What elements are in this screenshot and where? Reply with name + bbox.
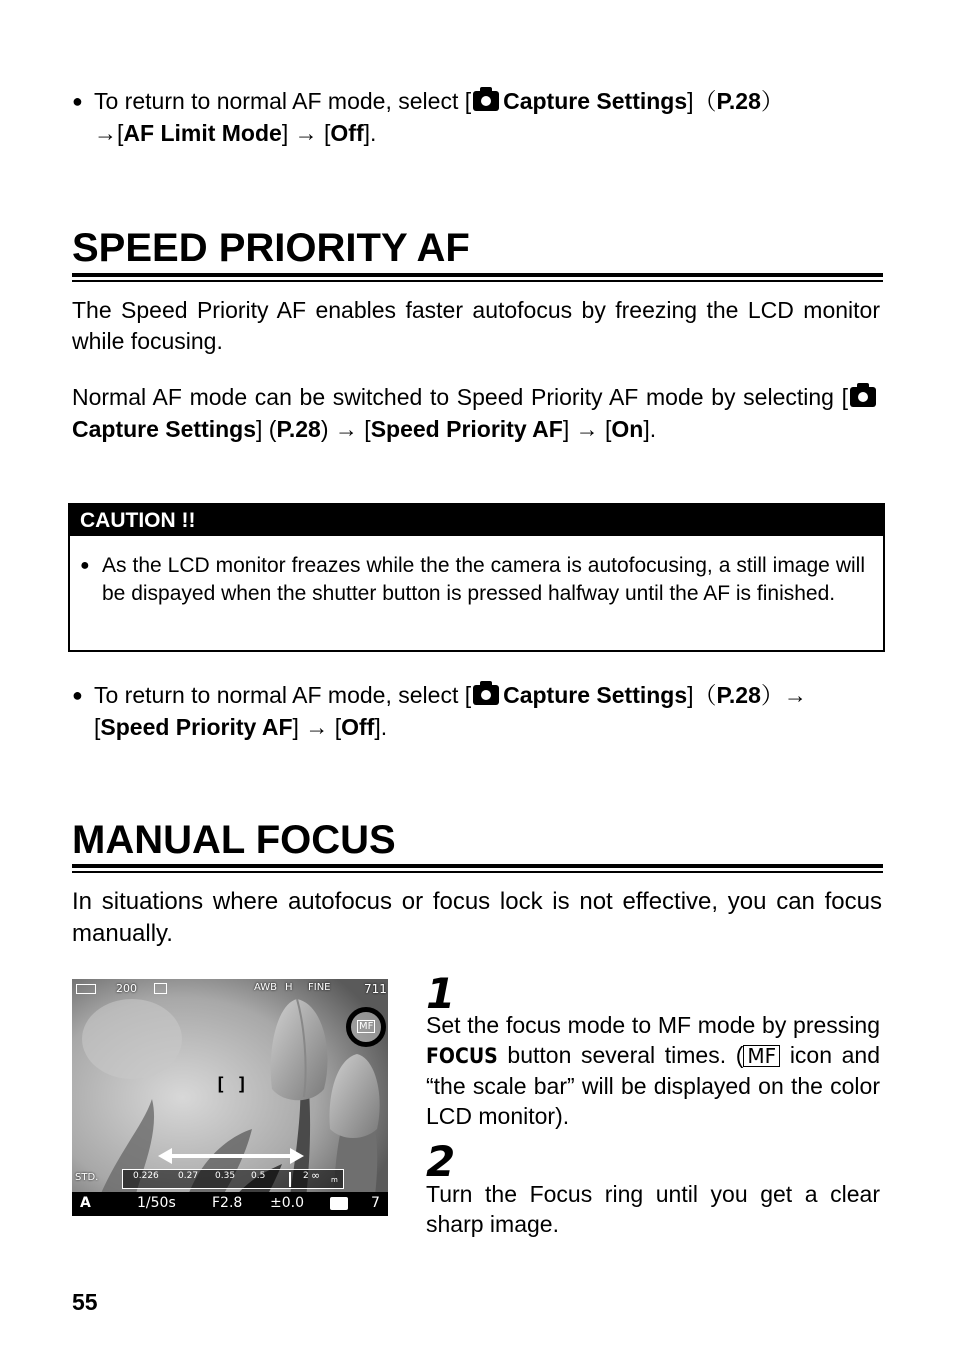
exposure-value: ±0.0 <box>270 1195 304 1211</box>
lcd-status-bottom <box>72 1192 388 1216</box>
af-frame: [ ] <box>215 1074 248 1095</box>
speed-para-2: Normal AF mode can be switched to Speed Priority AF mode by selecting [Capture Settings] (P.28) → [Speed Priority AF] → [On]. <box>72 381 880 445</box>
title-rule-thin <box>72 280 883 282</box>
page-number: 55 <box>72 1289 98 1315</box>
bullet-dot: ● <box>80 557 90 574</box>
shutter-value: 1/50s <box>137 1195 176 1211</box>
fine-label: FINE <box>308 982 331 993</box>
std-label: STD. <box>75 1172 99 1183</box>
scale-mark: 0.226 <box>133 1171 159 1181</box>
top-bullet: ● To return to normal AF mode, select [ Capture Settings]（P.28） →[AF Limit Mode] → [Off]. <box>72 85 884 149</box>
caution-item <box>80 552 865 608</box>
arrow-icon: → <box>305 714 329 740</box>
arrow-icon: → <box>94 120 117 146</box>
caution-box <box>68 503 885 652</box>
manual-intro: In situations where autofocus or focus lock is not effective, you can focus manually. <box>72 888 882 947</box>
lcd-monitor-image <box>72 979 388 1216</box>
metering-icon <box>330 1197 348 1210</box>
iso-value: 200 <box>116 982 137 995</box>
camera-icon <box>473 685 499 705</box>
scale-mark: 0.5 <box>251 1171 266 1181</box>
scale-mark: ∞ <box>311 1169 321 1182</box>
manual-focus-title: MANUAL FOCUS <box>72 818 396 862</box>
bullet-dot: ● <box>72 91 83 111</box>
count-value: 7 <box>371 1195 380 1211</box>
quality-h: H <box>285 982 293 993</box>
speed-para-1: The Speed Priority AF enables faster autofocus by freezing the LCD monitor while focusing. <box>72 297 880 354</box>
focus-scale-bar <box>122 1169 344 1189</box>
step-2-number: 2 <box>426 1137 456 1186</box>
mf-icon: MF <box>743 1045 780 1067</box>
camera-icon <box>473 91 499 111</box>
scale-mark: 2 <box>303 1171 309 1181</box>
title-rule-thin <box>72 871 883 873</box>
step-2-text: Turn the Focus ring until you get a clear sharp image. <box>426 1181 880 1237</box>
scale-mark: 0.35 <box>215 1171 236 1181</box>
camera-icon <box>850 387 876 407</box>
arrow-icon: → <box>294 120 318 146</box>
mode-label: A <box>80 1195 91 1211</box>
focus-button-label: FOCUS <box>426 1044 498 1068</box>
step-1-text: Set the focus mode to MF mode by pressing FOCUS button several times. ( MF icon and “the scale bar” will be displayed on the color LCD monitor). <box>426 1012 881 1129</box>
aperture-value: F2.8 <box>212 1195 243 1211</box>
caution-text: As the LCD monitor freazes while the the camera is autofocusing, a still image will be dispayed when the shutter button is pressed halfway until the AF is finished. <box>102 554 865 605</box>
scale-unit: m <box>331 1176 338 1184</box>
speed-priority-title: SPEED PRIORITY AF <box>72 226 470 270</box>
title-rule <box>72 864 883 868</box>
title-rule <box>72 273 883 277</box>
caution-heading: CAUTION !! <box>70 505 883 536</box>
speed-return-bullet: ● To return to normal AF mode, select [ Capture Settings]（P.28）→ [Speed Priority AF] → [Off]. <box>72 679 884 743</box>
scale-mark: 0.27 <box>178 1171 199 1181</box>
shots-remaining: 711 <box>364 982 387 996</box>
awb-label: AWB <box>254 982 278 993</box>
focus-position-marker <box>289 1172 291 1187</box>
step-1-number: 1 <box>426 969 456 1018</box>
mf-icon: MF <box>359 1021 374 1032</box>
bullet-dot: ● <box>72 685 83 705</box>
